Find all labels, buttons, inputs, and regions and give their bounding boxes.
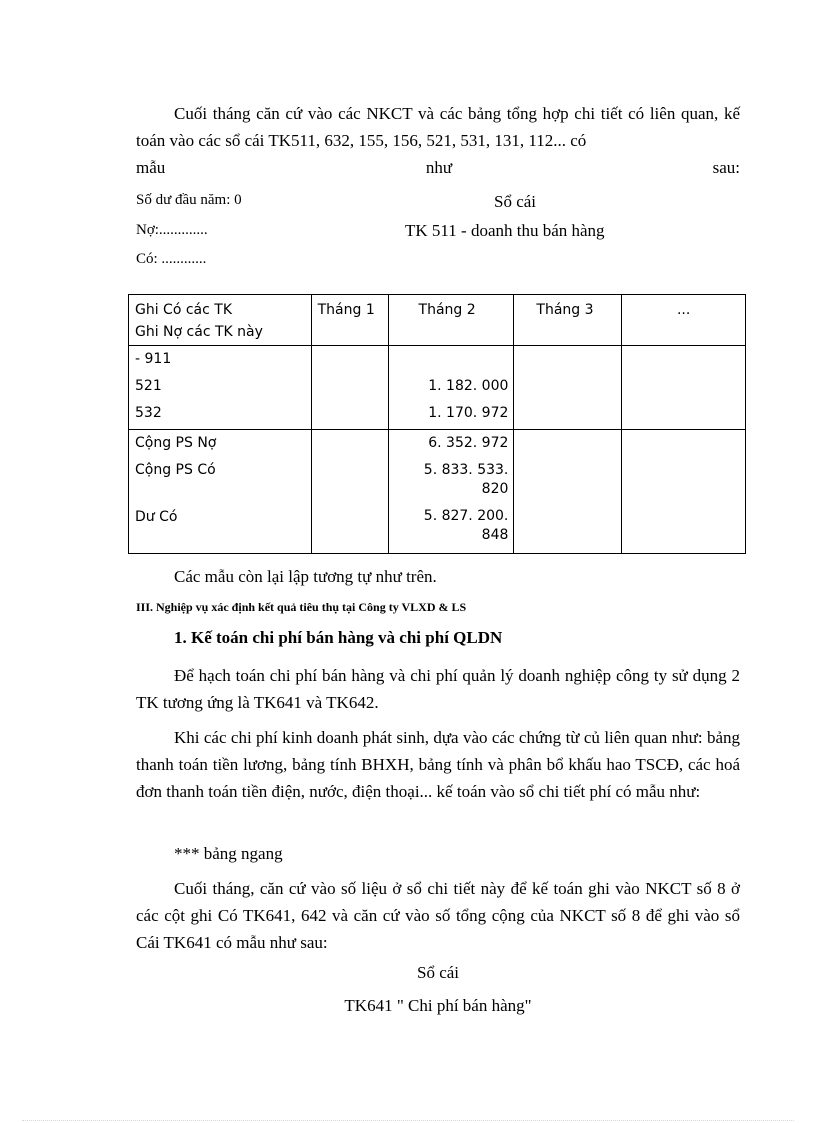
- ledger2-subtitle: TK641 " Chi phí bán hàng": [344, 996, 532, 1015]
- header-month-3: Tháng 3: [514, 295, 622, 346]
- group2-labels: Cộng PS Nợ Cộng PS Có Dư Có: [129, 430, 312, 554]
- ledger-table: [128, 294, 746, 554]
- group1-month-1: [311, 346, 388, 430]
- intro-paragraph: [136, 100, 740, 154]
- ledger2-title: Sổ cái: [416, 963, 460, 982]
- group1-month-3: [514, 346, 622, 430]
- intro-last-line: [136, 154, 740, 181]
- group1-more: [622, 346, 746, 430]
- credit-balance: Có: ............: [136, 251, 207, 267]
- table-header-row: [129, 295, 746, 346]
- ledger-title: Sổ cái: [494, 192, 537, 211]
- header-month-1: Tháng 1: [311, 295, 388, 346]
- section-heading-1: 1. Kế toán chi phí bán hàng và chi phí QLDN: [174, 628, 503, 647]
- header-more: ...: [622, 295, 746, 346]
- intro-word-1: mẫu: [136, 158, 166, 177]
- paragraph-2: Khi các chi phí kinh doanh phát sinh, dựa vào các chứng từ củ liên quan như: bảng thanh toán tiền lương, bảng tính BHXH, bảng tính và phân bổ khấu hao TSCĐ, các hoá đơn thanh toán tiền điện, nước, điện thoại... kế toán vào sổ chi tiết phí có mẫu như:: [136, 728, 740, 801]
- header-account: [129, 295, 312, 346]
- group2-month-1: [311, 430, 388, 554]
- note-text: *** bảng ngang: [174, 844, 283, 863]
- intro-text: Cuối tháng căn cứ vào các NKCT và các bảng tổng hợp chi tiết có liên quan, kế toán vào các sổ cái TK511, 632, 155, 156, 521, 531, 131, 112... có: [136, 104, 740, 150]
- group2-month-2: 6. 352. 972 5. 833. 533. 820 5. 827. 200. 848: [388, 430, 514, 554]
- group2-month-3: [514, 430, 622, 554]
- header-month-2: Tháng 2: [388, 295, 514, 346]
- ledger-subtitle: TK 511 - doanh thu bán hàng: [405, 221, 605, 240]
- page-bottom-divider: [22, 1120, 794, 1121]
- group1-labels: - 911 521 532: [129, 346, 312, 430]
- group1-month-2: 1. 182. 000 1. 170. 972: [388, 346, 514, 430]
- group2-more: [622, 430, 746, 554]
- opening-balance: Số dư đầu năm: 0: [136, 192, 242, 208]
- section-heading-3: III. Nghiệp vụ xác định kết quả tiêu thụ tại Công ty VLXD & LS: [136, 600, 467, 614]
- header-credit-label: Ghi Có các TK: [135, 302, 233, 318]
- header-debit-label: Ghi Nợ các TK này: [135, 324, 263, 340]
- paragraph-1: Để hạch toán chi phí bán hàng và chi phí quản lý doanh nghiệp công ty sử dụng 2 TK tương ứng là TK641 và TK642.: [136, 666, 740, 712]
- debit-balance: Nợ:.............: [136, 222, 208, 238]
- intro-word-3: sau:: [712, 158, 740, 177]
- paragraph-3: Cuối tháng, căn cứ vào số liệu ở sổ chi tiết này để kế toán ghi vào NKCT số 8 ở các cột ghi Có TK641, 642 và căn cứ vào số tổng cộng của NKCT số 8 để ghi vào sổ Cái TK641 có mẫu như sau:: [136, 879, 740, 952]
- intro-word-2: như: [425, 158, 453, 177]
- after-table-text: Các mẫu còn lại lập tương tự như trên.: [174, 567, 437, 586]
- table-row: [129, 430, 746, 554]
- table-row: [129, 346, 746, 430]
